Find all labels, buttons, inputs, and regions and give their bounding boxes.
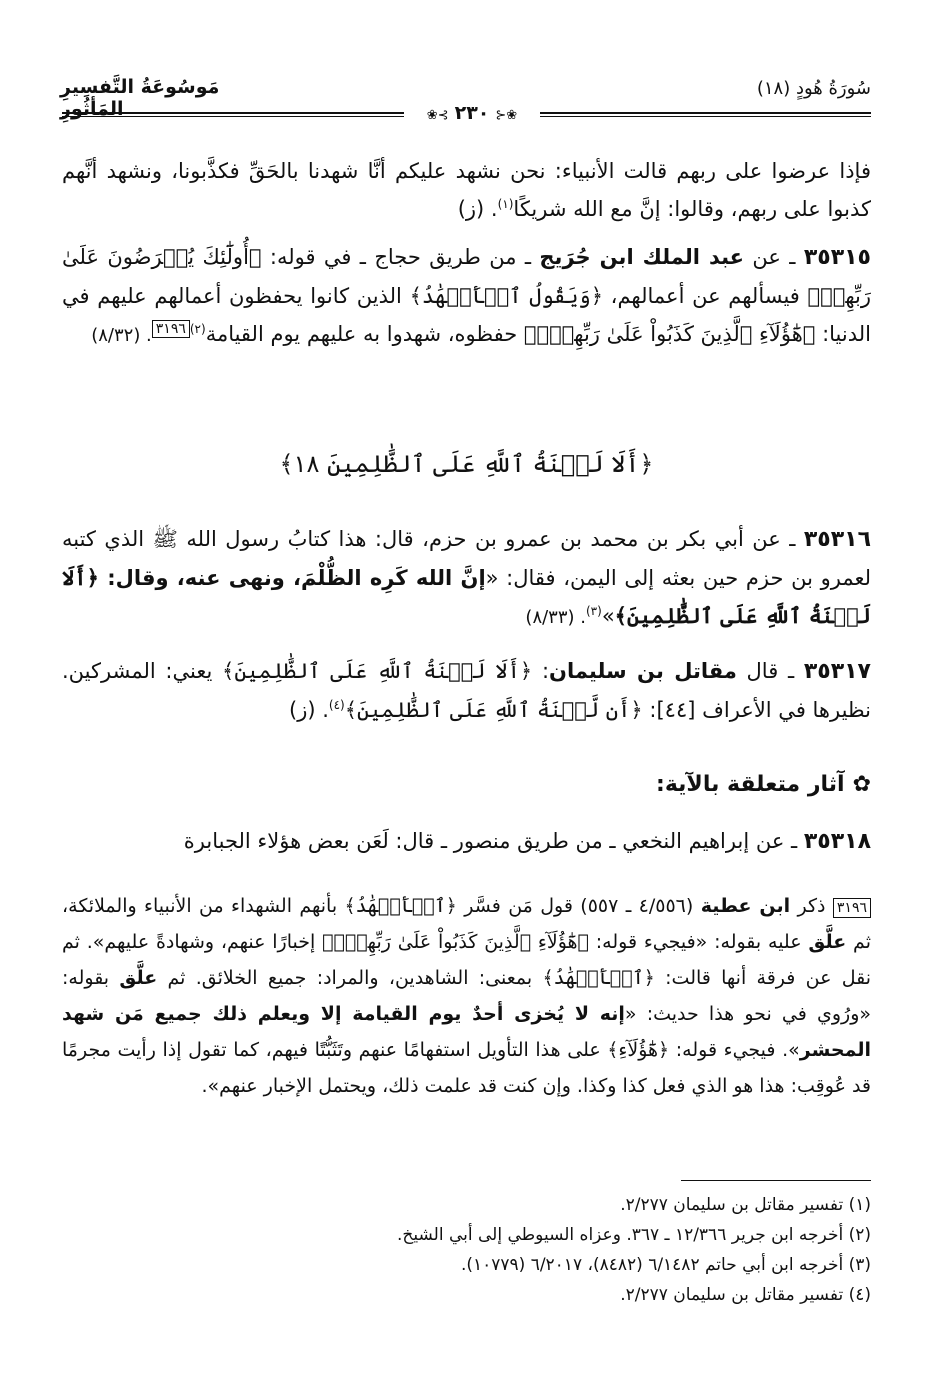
footnote-divider bbox=[681, 1180, 871, 1181]
emphasis: علَّق bbox=[808, 931, 847, 953]
text: بمعنى: الشاهدين، والمراد: جميع الخلائق. ثم bbox=[157, 967, 543, 989]
text: ». فيجيء قوله: bbox=[669, 1039, 800, 1061]
footnote-ref: (٣) bbox=[585, 604, 602, 618]
footnote-2: (٢) أخرجه ابن جرير ١٢/٣٦٦ ـ ٣٦٧. وعزاه السيوطي إلى أبي الشيخ. bbox=[396, 1225, 871, 1245]
quran-verse: ﴿هَٰٓؤُلَآءِ ٱلَّذِينَ كَذَبُواْ عَلَىٰ رَبِّهِمۡۚ﴾ bbox=[523, 322, 816, 346]
quran-verse: ﴿أَلَا لَعۡنَةُ ٱللَّهِ عَلَى ٱلظَّٰلِمِينَ﴾ bbox=[62, 565, 871, 628]
text: (٤/٥٥٦ ـ ٥٥٧) قول مَن فسَّر bbox=[456, 895, 701, 917]
page-number: ٢٣٠ bbox=[454, 102, 490, 124]
page-number-box bbox=[404, 100, 540, 126]
commentary-3196 bbox=[62, 888, 871, 1104]
text: عليه بقوله: «فيجيء قوله: bbox=[588, 931, 809, 953]
text: ذكر bbox=[790, 895, 833, 917]
text: إخبارًا عنهم، وشهادةً عليهم». ثم نقل عن فرقة أنها قالت: bbox=[62, 931, 871, 989]
quran-verse: ﴿أُولَٰٓئِكَ يُعۡرَضُونَ عَلَىٰ رَبِّهِمۡ﴾ bbox=[62, 245, 871, 308]
text: يعني: المشركين. نظيرها في الأعراف [٤٤]: bbox=[62, 659, 871, 722]
footnote-3: (٣) أخرجه ابن أبي حاتم ٦/١٤٨٢ (٨٤٨٢)، ٦/٢٠١٧ (١٠٧٧٩). bbox=[460, 1255, 871, 1275]
quran-verse: ﴿هَٰٓؤُلَآءِ ٱلَّذِينَ كَذَبُواْ عَلَىٰ رَبِّهِمۡۚ﴾ bbox=[322, 931, 589, 953]
footnotes bbox=[62, 1190, 871, 1310]
text: بقوله: «ورُوي في نحو هذا حديث: « bbox=[62, 967, 871, 1025]
surah-title: سُورَةُ هُودٍ (١٨) bbox=[756, 78, 871, 99]
narration-35315 bbox=[62, 238, 871, 355]
section-heading bbox=[371, 772, 871, 797]
narration-35317 bbox=[62, 652, 871, 729]
text: ـ عن إبراهيم النخعي ـ من طريق منصور ـ قال: لَعَن بعض هؤلاء الجبابرة bbox=[183, 829, 804, 853]
emphasis: علَّق bbox=[119, 967, 158, 989]
scholar-name: ابن عطية bbox=[700, 895, 791, 917]
quran-verse: ﴿ٱلۡأَشۡهَٰدُ﴾ bbox=[344, 895, 457, 917]
quran-verse: ﴿ٱلۡأَشۡهَٰدُ﴾ bbox=[542, 967, 655, 989]
volume-ref: . (٨/٣٢) bbox=[91, 325, 152, 346]
narration-number: ٣٥٣١٥ bbox=[803, 245, 871, 270]
footnote-ref: (٢) bbox=[189, 322, 206, 336]
narration-number: ٣٥٣١٧ bbox=[803, 659, 871, 684]
footnote-ref: (١) bbox=[497, 197, 514, 211]
text: فيسألهم عن أعمالهم، bbox=[603, 284, 808, 308]
volume-ref: . (٨/٣٣) bbox=[525, 607, 586, 628]
text: ـ قال bbox=[736, 659, 804, 683]
quran-verse: ﴿أَن لَّعۡنَةُ ٱللَّهِ عَلَى ٱلظَّٰلِمِينَ﴾ bbox=[344, 698, 643, 722]
quran-verse: ﴿هَٰٓؤُلَآءِ﴾ bbox=[607, 1039, 670, 1061]
ref-tag: . (ز) bbox=[457, 197, 498, 221]
hadith-quote: إنَّ الله كَرِه الظُّلْمَ، ونهى عنه، وقال: bbox=[107, 566, 486, 590]
text: بأنهم الشهداء من الأنبياء والملائكة، ثم bbox=[62, 895, 871, 953]
ref-tag: . (ز) bbox=[289, 698, 329, 722]
comment-box-number: ٣١٩٦ bbox=[833, 898, 871, 918]
narrator-name: مقاتل بن سليمان bbox=[549, 659, 737, 683]
text: : bbox=[532, 659, 550, 683]
text: ـ عن أبي بكر بن محمد بن عمرو بن حزم، قال: هذا كتابُ رسول الله ﷺ الذي كتبه لعمرو بن حزم حين بعثه إلى اليمن، فقال: « bbox=[62, 527, 871, 590]
comment-box-ref: ٣١٩٦ bbox=[152, 320, 190, 338]
footnote-1: (١) تفسير مقاتل بن سليمان ٢/٢٧٧. bbox=[620, 1195, 871, 1215]
text: حفظوه، شهدوا به عليهم يوم القيامة bbox=[205, 322, 524, 346]
section-heading-label: آثار متعلقة بالآية: bbox=[656, 772, 845, 797]
narration-35316 bbox=[62, 520, 871, 637]
ornament-left-icon: ❀⊰ bbox=[426, 108, 449, 123]
text: على هذا التأويل استفهامًا عنهم وتَثَبُّتًا فيهم، كما تقول إذا رأيت مجرمًا قد عُوقِب: هذا هو الذي فعل كذا وكذا. وإن كنت قد علمت ذلك، ويحتمل الإخبار عنهم». bbox=[62, 1039, 871, 1097]
book-title: مَوسُوعَةُ التَّفسِيرِ المَأثُورِ bbox=[60, 76, 220, 120]
text: ـ عن bbox=[744, 245, 804, 269]
flower-ornament-icon: ✿ bbox=[852, 772, 871, 797]
footnote-4: (٤) تفسير مقاتل بن سليمان ٢/٢٧٧. bbox=[620, 1285, 871, 1305]
paragraph-intro bbox=[62, 152, 871, 228]
text: ـ من طريق حجاج ـ في قوله: bbox=[261, 245, 540, 269]
text: » bbox=[601, 604, 615, 628]
quran-verse: ﴿أَلَا لَعۡنَةُ ٱللَّهِ عَلَى ٱلظَّٰلِمِينَ﴾ bbox=[222, 659, 533, 683]
hadith-quote: إنه لا يُخزى أحدٌ يوم القيامة إلا ويعلم ذلك جميع مَن شهد المحشر bbox=[62, 1003, 871, 1061]
narration-number: ٣٥٣١٨ bbox=[803, 829, 871, 854]
narrator-name: عبد الملك ابن جُرَيج bbox=[539, 245, 745, 269]
narration-number: ٣٥٣١٦ bbox=[803, 527, 871, 552]
verse-heading: ﴿أَلَا لَعۡنَةُ ٱللَّهِ عَلَى ٱلظَّٰلِمِينَ ١٨﴾ bbox=[279, 450, 654, 478]
quran-verse: ﴿وَيَقُولُ ٱلۡأَشۡهَٰدُ﴾ bbox=[409, 284, 603, 308]
ornament-right-icon: ⊱❀ bbox=[495, 108, 518, 123]
narration-35318 bbox=[62, 822, 871, 861]
footnote-ref: (٤) bbox=[328, 698, 345, 712]
text: الذين كانوا يحفظون أعمالهم عليهم في الدنيا: bbox=[62, 284, 871, 346]
paragraph-text: فإذا عرضوا على ربهم قالت الأنبياء: نحن نشهد عليكم أنَّا شهدنا بالحَقِّ فكذَّبونا، ونشهد أنَّهم كذبوا على ربهم، وقالوا: إنَّ مع الله شريكًا bbox=[62, 159, 871, 221]
